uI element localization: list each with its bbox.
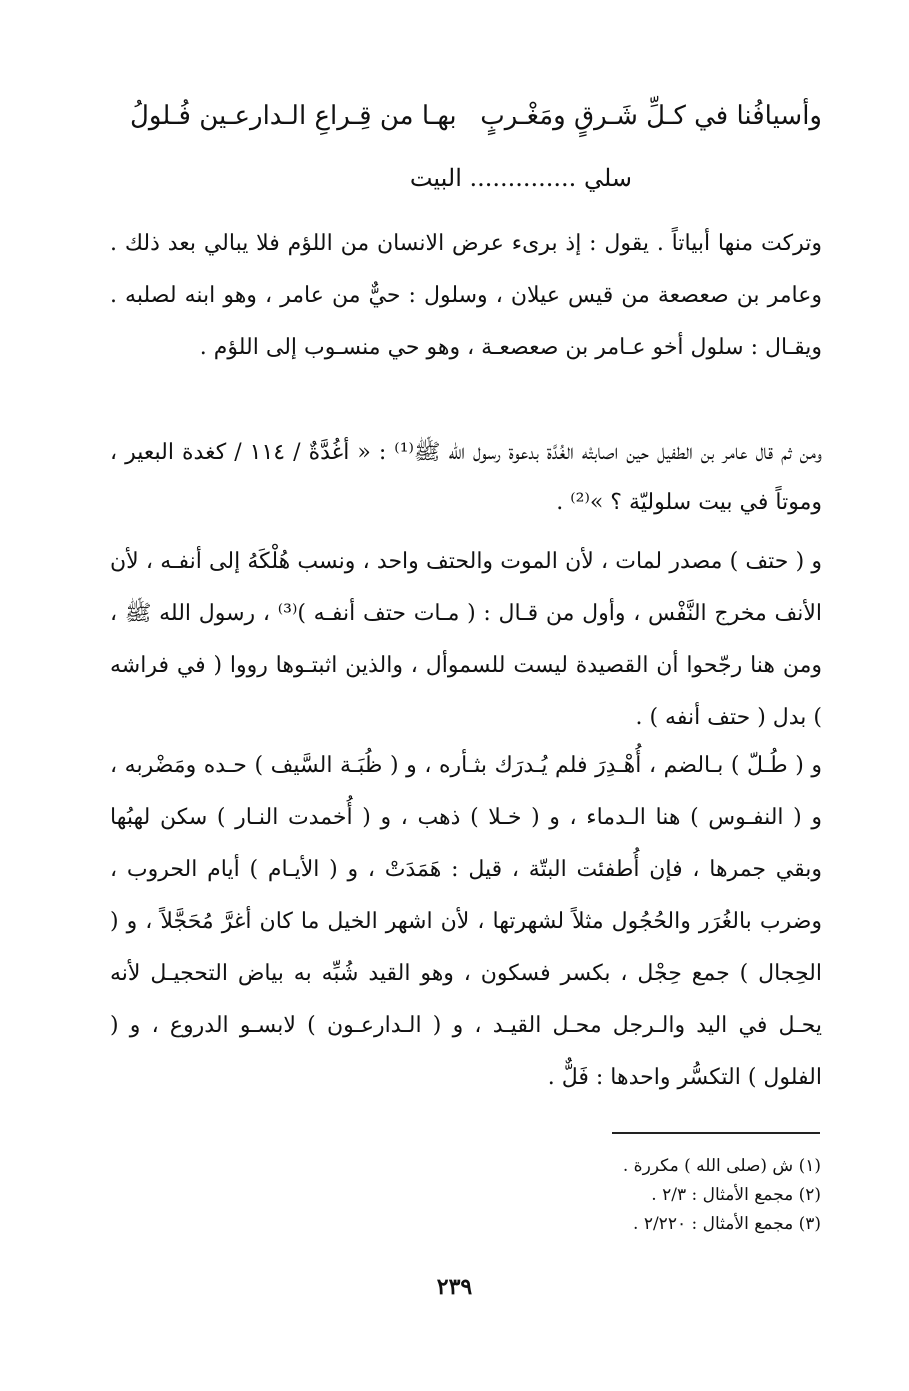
verse-right-hemistich: وأسيافُنا في كـلِّ شَـرقٍ ومَغْـربٍ — [480, 101, 822, 131]
footnote-3: (٣) مجمع الأمثال : ٢/٢٢٠ . — [633, 1214, 821, 1234]
verse-tail: سلي .............. البيت — [409, 164, 632, 192]
paragraph-4: و ( طُـلّ ) بـالضم ، أُهْـدِرَ فلم يُـدرَك بثـأره ، و ( ظُبَـة السَّيف ) حـده ومَضْربه ، و ( النفـوس ) هنا الـدماء ، و ( خـلا ) ذهب ، و ( أُخمدت النـار ) سكن لهبُها وبقي جمرها ، فإن أُطفئت البتّة ، قيل : هَمَدَتْ ، و ( الأيـام ) أيام الحروب ، وضرب بالغُرَر والحُجُول مثلاً لشهرتها ، لأن اشهر الخيل ما كان أغرَّ مُحَجَّلاً ، و ( الحِجال ) جمع حِجْل ، بكسر فسكون ، وهو القيد شُبِّه به بياض التحجيـل لأنه يحـل في اليد والـرجل محـل القيـد ، و ( الـدارعـون ) لابسـو الدروع ، و ( الفلول ) التكسُّر واحدها : فَلٌّ . — [110, 753, 822, 1090]
paragraph-3: و ( حتف ) مصدر لمات ، لأن الموت والحتف واحد ، ونسب هُلْكَهُ إلى أنفـه ، لأن الأنف مخرج النَّفْس ، وأول من قـال : ( مـات حتف أنفـه )⁽³⁾ ، رسول الله ﷺ ، ومن هنا رجّحوا أن القصيدة ليست للسموأل ، والذين اثبتـوها رووا ( في فراشه ) بدل ( حتف أنفه ) . — [110, 549, 823, 730]
footnotes — [421, 1152, 821, 1239]
page-number: ٢٣٩ — [436, 1274, 473, 1300]
paragraph-1: وتركت منها أبياتاً . يقول : إذ برىء عرض الانسان من اللؤم فلا يبالي بعد ذلك . وعامر بن صعصعة من قيس عيلان ، وسلول : حيٌّ من عامر ، وهو ابنه لصلبه . ويقـال : سلول أخو عـامر بن صعصعـة ، وهو حي منسـوب إلى اللؤم . — [110, 231, 822, 360]
paragraph-2: ومن ثم قال عامر بن الطفيل حين اصابتْه الغُدَّة بدعوة رسول الله ﷺ⁽¹⁾ : « أغُدَّةٌ / ١١٤ / كغدة البعير ، وموتاً في بيت سلوليّة ؟ »⁽²⁾ . — [110, 440, 822, 515]
verse-left-hemistich: بهـا من قِـراعِ الـدارعـين فُـلولُ — [130, 101, 457, 131]
footnote-2: (٢) مجمع الأمثال : ٢/٣ . — [651, 1185, 821, 1205]
footnote-separator — [612, 1132, 820, 1134]
footnote-1: (١) ش (صلى الله ) مكررة . — [622, 1156, 821, 1176]
